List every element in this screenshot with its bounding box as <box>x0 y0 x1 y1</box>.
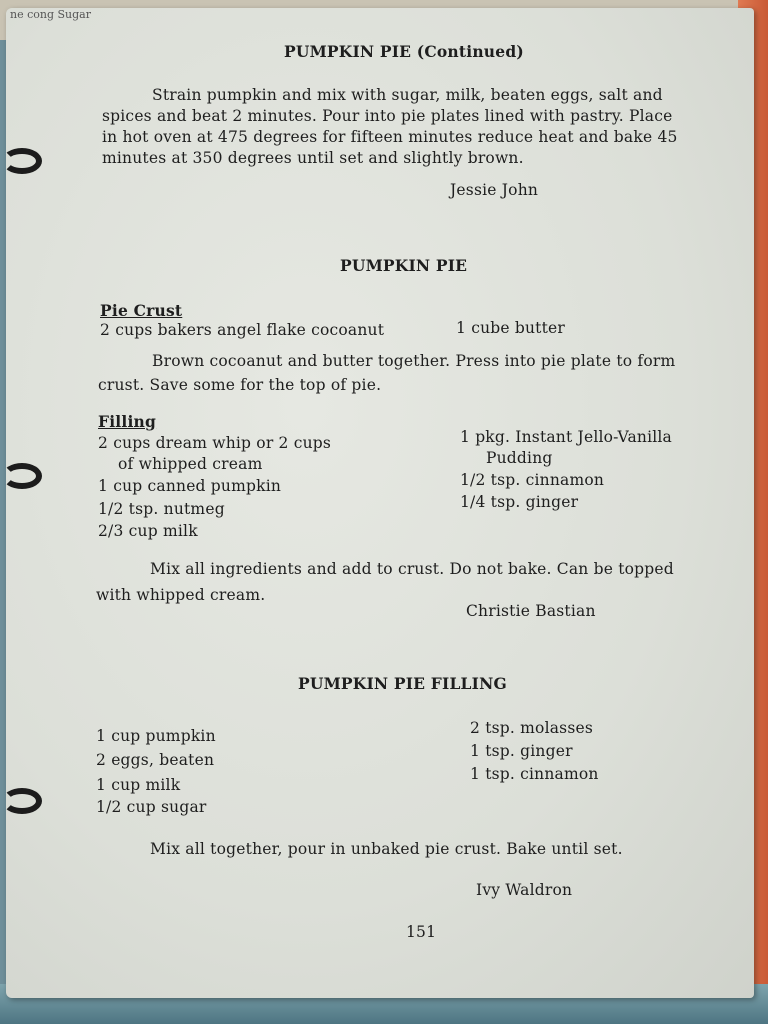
binder-ring <box>2 463 42 489</box>
recipe3-ingredient: 1 cup milk <box>96 776 181 794</box>
binder-ring <box>2 788 42 814</box>
filling-ingredient: Pudding <box>486 449 553 467</box>
recipe3-ingredient: 1 cup pumpkin <box>96 727 216 745</box>
recipe1-author: Jessie John <box>450 181 539 199</box>
filling-instructions-line: Mix all ingredients and add to crust. Do not bake. Can be topped <box>150 560 674 578</box>
pie-crust-label: Pie Crust <box>100 301 183 320</box>
binder-ring <box>2 148 42 174</box>
filling-instructions-line: with whipped cream. <box>96 586 266 604</box>
crust-ingredient: 1 cube butter <box>456 319 566 337</box>
recipe3-heading: PUMPKIN PIE FILLING <box>298 674 507 693</box>
recipe3-ingredient: 1/2 cup sugar <box>96 798 207 816</box>
recipe3-ingredient: 2 eggs, beaten <box>96 751 215 769</box>
filling-ingredient: 1 cup canned pumpkin <box>98 477 282 495</box>
filling-ingredient: 1/4 tsp. ginger <box>460 493 579 511</box>
filling-ingredient: 2/3 cup milk <box>98 522 198 540</box>
recipe1-line: Strain pumpkin and mix with sugar, milk, beaten eggs, salt and <box>152 86 663 104</box>
recipe1-line: spices and beat 2 minutes. Pour into pie plates lined with pastry. Place <box>102 107 673 125</box>
crust-ingredient: 2 cups bakers angel flake cocoanut <box>100 321 385 339</box>
filling-label: Filling <box>98 412 157 431</box>
recipe1-heading: PUMPKIN PIE (Continued) <box>284 42 524 61</box>
recipe1-line: minutes at 350 degrees until set and slightly brown. <box>102 149 524 167</box>
recipe2-author: Christie Bastian <box>466 602 596 620</box>
recipe3-author: Ivy Waldron <box>476 881 573 899</box>
recipe3-ingredient: 1 tsp. cinnamon <box>470 765 599 783</box>
cookbook-page <box>6 8 754 998</box>
recipe3-ingredient: 2 tsp. molasses <box>470 719 594 737</box>
corner-text: ne cong Sugar <box>10 8 91 21</box>
crust-instructions-line: crust. Save some for the top of pie. <box>98 376 382 394</box>
recipe3-ingredient: 1 tsp. ginger <box>470 742 573 760</box>
crust-instructions-line: Brown cocoanut and butter together. Press into pie plate to form <box>152 352 676 370</box>
filling-ingredient: of whipped cream <box>118 455 263 473</box>
recipe3-instructions: Mix all together, pour in unbaked pie crust. Bake until set. <box>150 840 623 858</box>
recipe2-heading: PUMPKIN PIE <box>340 256 468 275</box>
filling-ingredient: 2 cups dream whip or 2 cups <box>98 434 332 452</box>
filling-ingredient: 1/2 tsp. cinnamon <box>460 471 605 489</box>
filling-ingredient: 1 pkg. Instant Jello-Vanilla <box>460 428 672 446</box>
recipe1-line: in hot oven at 475 degrees for fifteen minutes reduce heat and bake 45 <box>102 128 678 146</box>
filling-ingredient: 1/2 tsp. nutmeg <box>98 500 225 518</box>
page-number: 151 <box>406 923 437 941</box>
